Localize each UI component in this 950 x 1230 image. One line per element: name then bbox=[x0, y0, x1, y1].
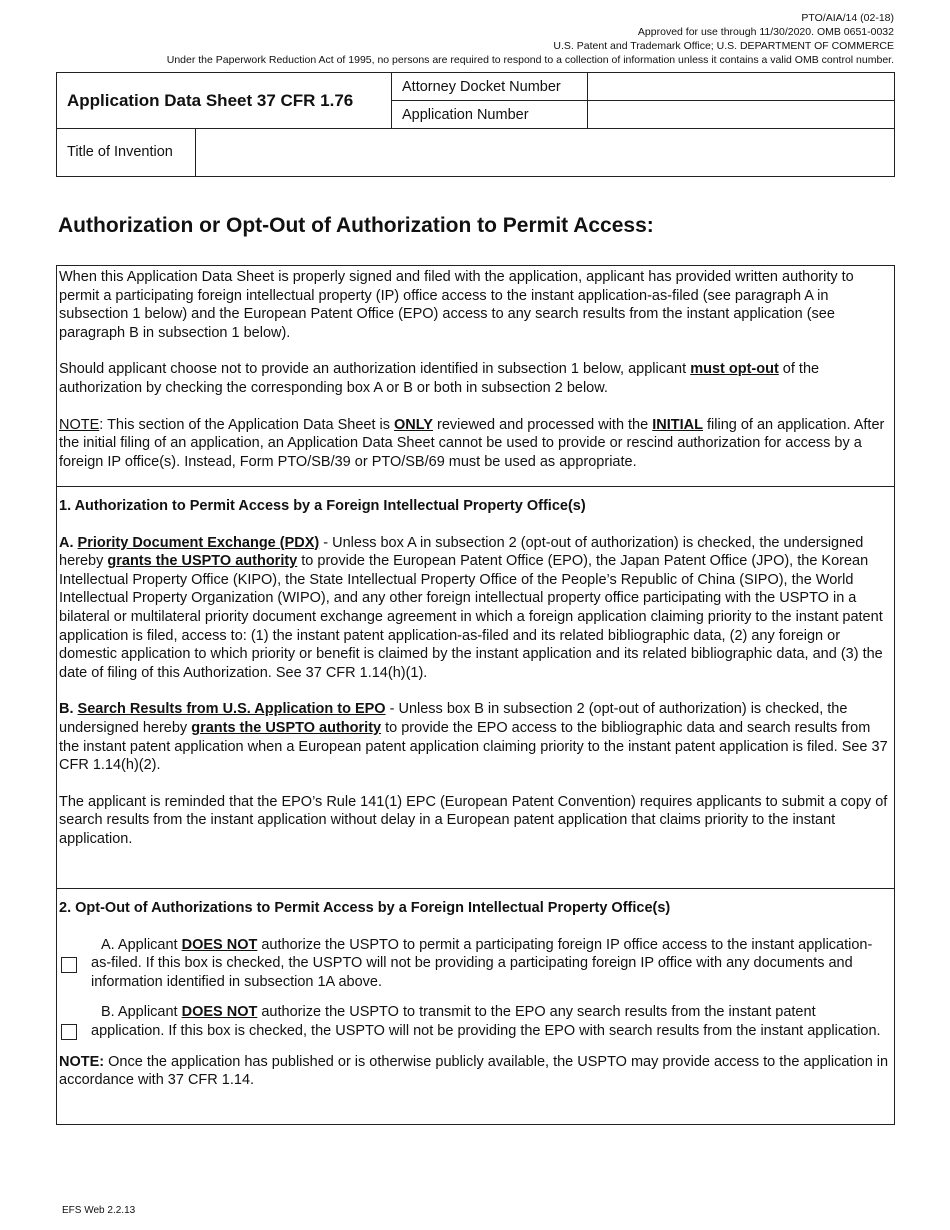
text-segment: A. Applicant bbox=[101, 936, 182, 953]
opt-out-option bbox=[59, 1003, 892, 1040]
text-segment: Priority Document Exchange (PDX) bbox=[77, 534, 320, 551]
paragraph bbox=[59, 268, 892, 342]
docket-field[interactable] bbox=[588, 73, 895, 101]
section-2 bbox=[57, 889, 894, 1140]
text-segment: ONLY bbox=[394, 416, 433, 433]
text-segment: - Unless box B in subsection 2 (opt-out of authorization) is checked, the undersigned hereby bbox=[59, 701, 848, 736]
opt-out-option bbox=[59, 936, 892, 992]
text-segment: Once the application has published or is otherwise publicly available, the USPTO may provide access to the application in accordance with 37 CFR 1.14. bbox=[59, 1053, 889, 1089]
appno-label: Application Number bbox=[392, 101, 588, 129]
form-id: PTO/AIA/14 (02-18) bbox=[801, 12, 894, 24]
section-heading: 2. Opt-Out of Authorizations to Permit Access by a Foreign Intellectual Property Office(s) bbox=[59, 900, 671, 916]
section-0 bbox=[57, 266, 894, 487]
opt-out-checkbox[interactable] bbox=[61, 1024, 77, 1040]
paperwork-notice: Under the Paperwork Reduction Act of 1995, no persons are required to respond to a collection of information unless it contains a valid OMB control number. bbox=[166, 54, 894, 66]
text-segment: authorize the USPTO to transmit to the EPO any search results from the instant patent application. If this box is checked, the USPTO will not be providing the EPO with search results from the instant application. bbox=[91, 1004, 881, 1039]
paragraph bbox=[59, 793, 892, 849]
text-segment: A. bbox=[59, 534, 78, 551]
text-segment: Should applicant choose not to provide an authorization identified in subsection 1 below, applicant bbox=[59, 361, 691, 378]
text-segment: The applicant is reminded that the EPO’s Rule 141(1) EPC (European Patent Convention) requires applicants to submit a copy of search results from the instant application without delay in a European patent application that claims priority to the instant application. bbox=[59, 793, 888, 847]
paragraph bbox=[59, 1053, 892, 1090]
text-segment: : This section of the Application Data Sheet is bbox=[99, 416, 395, 433]
text-segment: of the authorization by checking the corresponding box A or B or both in subsection 2 below. bbox=[59, 361, 820, 396]
text-segment: - Unless box A in subsection 2 (opt-out of authorization) is checked, the undersigned hereby bbox=[59, 534, 864, 570]
invention-table bbox=[56, 128, 895, 177]
office-name: U.S. Patent and Trademark Office; U.S. DEPARTMENT OF COMMERCE bbox=[553, 40, 894, 52]
text-segment: NOTE bbox=[59, 416, 100, 433]
footer-version: EFS Web 2.2.13 bbox=[62, 1205, 136, 1216]
section-heading: 1. Authorization to Permit Access by a Foreign Intellectual Property Office(s) bbox=[59, 498, 586, 514]
text-segment: to provide the EPO access to the bibliographic data and search results from the instant patent application when a European patent application claiming priority to the instant patent application is filed. See 37 CFR 1.14(h)(2). bbox=[59, 719, 888, 774]
application-info-table bbox=[56, 72, 895, 129]
text-segment: filing of an application. After the initial filing of an application, an Application Data Sheet cannot be used to provide or rescind authorization for access by a foreign IP office(s). Instead, Form PTO/SB/39 or PTO/SB/69 must be used as appropriate. bbox=[59, 416, 885, 470]
paragraph bbox=[59, 700, 892, 774]
text-segment: INITIAL bbox=[652, 416, 703, 433]
approval-note: Approved for use through 11/30/2020. OMB 0651-0032 bbox=[637, 26, 894, 38]
form-header bbox=[167, 11, 894, 67]
text-segment: Search Results from U.S. Application to EPO bbox=[77, 701, 386, 718]
text-segment: B. Applicant bbox=[101, 1004, 182, 1021]
ads-title: Application Data Sheet 37 CFR 1.76 bbox=[57, 73, 392, 129]
opt-out-checkbox[interactable] bbox=[61, 957, 77, 973]
docket-label: Attorney Docket Number bbox=[392, 73, 588, 101]
paragraph bbox=[59, 360, 892, 397]
text-segment: must opt-out bbox=[690, 361, 779, 378]
section-1 bbox=[57, 487, 894, 889]
authorization-box bbox=[56, 265, 895, 1125]
text-segment: to provide the European Patent Office (EPO), the Japan Patent Office (JPO), the Korean Intellectual Property Office (KIPO), the State Intellectual Property Office of the People’s Republic of China (SIPO), the World Intellectual Property Organization (WIPO), and any other foreign intellectual property office participating with the USPTO in a bilateral or multilateral priority document exchange agreement in which a foreign application claiming priority to the instant patent application is filed, access to: (1) the instant patent application-as-filed and its related bibliographic data, (2) any foreign or domestic application to which priority or benefit is claimed by the instant application and its related bibliographic data, and (3) the date of filing of this Authorization. See 37 CFR 1.14(h)(1). bbox=[59, 553, 883, 681]
page-title: Authorization or Opt-Out of Authorization to Permit Access: bbox=[58, 214, 654, 237]
text-segment: DOES NOT bbox=[181, 1004, 258, 1021]
text-segment: grants the USPTO authority bbox=[191, 719, 382, 736]
invention-field[interactable] bbox=[196, 128, 895, 176]
appno-field[interactable] bbox=[588, 101, 895, 129]
paragraph bbox=[59, 534, 892, 683]
text-segment: DOES NOT bbox=[181, 936, 258, 953]
text-segment: reviewed and processed with the bbox=[432, 416, 653, 433]
invention-label: Title of Invention bbox=[57, 128, 196, 176]
text-segment: grants the USPTO authority bbox=[107, 553, 298, 570]
text-segment: B. bbox=[59, 701, 78, 718]
text-segment: authorize the USPTO to permit a participating foreign IP office access to the instant application-as-filed. If this box is checked, the USPTO will not be providing a participating foreign IP office with any documents and information identified in subsection 1A above. bbox=[91, 936, 873, 990]
paragraph bbox=[59, 416, 892, 472]
text-segment: When this Application Data Sheet is properly signed and filed with the application, applicant has provided written authority to permit a participating foreign intellectual property (IP) office access to the instant application-as-filed (see paragraph A in subsection 1 below) and the European Patent Office (EPO) access to any search results from the instant application (see paragraph B in subsection 1 below). bbox=[59, 269, 854, 341]
text-segment: NOTE: bbox=[59, 1053, 105, 1070]
